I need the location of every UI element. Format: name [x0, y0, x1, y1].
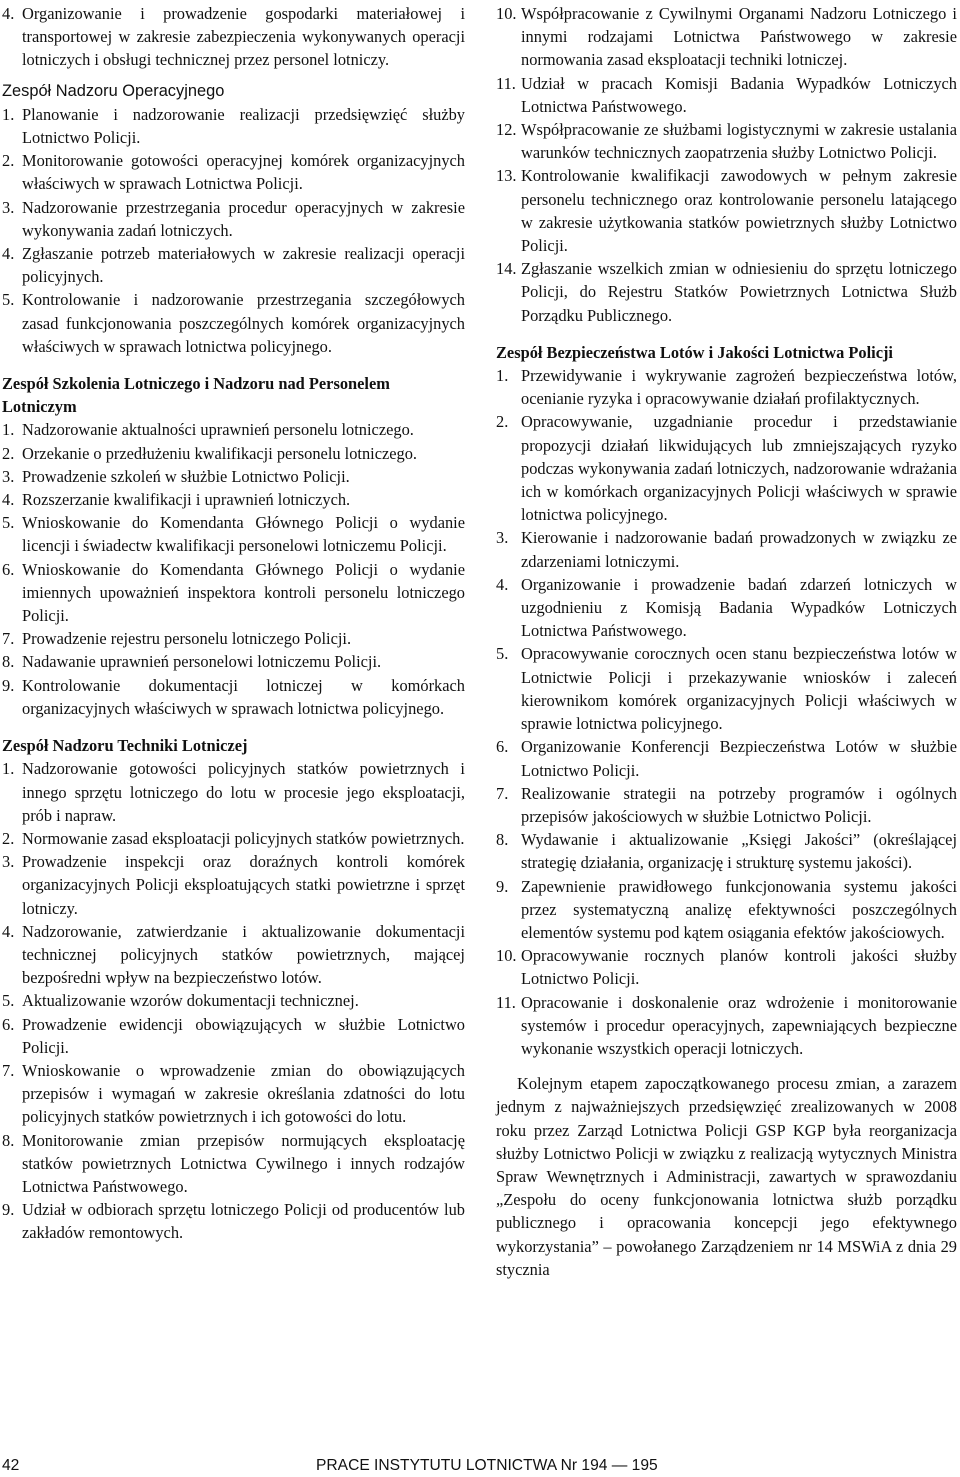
item-number: 14. — [496, 259, 517, 279]
item-number: 2. — [496, 412, 509, 432]
list-item — [2, 2, 465, 72]
item-text: Monitorowanie gotowości operacyjnej komórek organizacyjnych właściwych w sprawach Lotnictwa Policji. — [22, 151, 465, 194]
section-heading-safety: Zespół Bezpieczeństwa Lotów i Jakości Lotnictwa Policji — [496, 342, 893, 362]
item-number: 3. — [2, 852, 15, 872]
list-item — [2, 418, 465, 441]
section-heading: Zespół Szkolenia Lotniczego i Nadzoru nad Personelem Lotniczym — [2, 374, 390, 417]
list-item — [496, 164, 957, 257]
item-text: Nadzorowanie aktualności uprawnień personelu lotniczego. — [22, 420, 414, 440]
item-text: Realizowanie strategii na potrzeby programów i ogólnych przepisów jakościowych w służbie Lotnictwo Policji. — [521, 783, 957, 826]
list-item — [496, 573, 957, 643]
item-number: 3. — [2, 197, 15, 217]
item-text: Opracowanie i doskonalenie oraz wdrożenie i monitorowanie systemów i procedur operacyjnych, zapewniających bezpieczne wykonanie wszystkich operacji lotniczych. — [521, 992, 957, 1058]
item-number: 6. — [2, 559, 15, 579]
item-text: Udział w odbiorach sprzętu lotniczego Policji od producentów lub zakładów remontowych. — [22, 1200, 465, 1243]
item-number: 7. — [496, 783, 509, 803]
item-text: Prowadzenie inspekcji oraz doraźnych kontroli komórek organizacyjnych Policji eksploatujących statki powietrzne i sprzęt lotniczy. — [22, 852, 465, 918]
item-text: Orzekanie o przedłużeniu kwalifikacji personelu lotniczego. — [22, 443, 418, 463]
page-number: 42 — [2, 1457, 20, 1474]
left-column — [2, 2, 465, 1245]
item-number: 3. — [2, 466, 15, 486]
item-text: Opracowywanie corocznych ocen stanu bezpieczeństwa lotów w Lotnictwie Policji i przekazywanie wniosków i zaleceń kierownikom komórek organizacyjnych Policji właściwych w sprawie lotnictwa policyjnego. — [521, 644, 957, 734]
list-item — [2, 1059, 465, 1129]
item-number: 9. — [2, 1200, 15, 1220]
list-item — [2, 920, 465, 990]
section-list — [2, 418, 465, 720]
list-item — [2, 850, 465, 920]
item-number: 4. — [496, 574, 509, 594]
item-text: Rozszerzanie kwalifikacji i uprawnień lotniczych. — [22, 490, 351, 510]
item-text: Organizowanie i prowadzenie gospodarki materiałowej i transportowej w zakresie zabezpieczenia wykonywanych operacji lotniczych i obsługi technicznej przez personel lotniczy. — [22, 4, 465, 70]
item-number: 4. — [2, 4, 15, 23]
list-item — [2, 103, 465, 149]
list-item — [2, 196, 465, 242]
left-sections — [2, 80, 465, 1245]
closing-paragraph: Kolejnym etapem zapoczątkowanego procesu zmian, a zarazem jednym z najważniejszych przedsięwzięć zrealizowanych w 2008 roku przez Zarząd Lotnictwa Policji GSP KGP była reorganizacja służby Lotnictwo Policji w związku z realizacją wytycznych Ministra Spraw Wewnętrznych i Administracji, zawartych w sprawozdaniu „Zespołu do oceny funkcjonowania lotnictwa służb porządku publicznego i opracowania koncepcji jego efektywnego wykorzystania” – powołanego Zarządzeniem nr 14 MSWiA z dnia 29 stycznia — [496, 1074, 957, 1279]
item-text: Udział w pracach Komisji Badania Wypadków Lotniczych Lotnictwa Państwowego. — [521, 73, 957, 116]
item-text: Wnioskowanie o wprowadzenie zmian do obowiązujących przepisów i wymagań w zakresie określania zdatności do lotu policyjnych statków powietrznych i ich gotowości do lotu. — [22, 1060, 465, 1127]
right-opening-list — [496, 2, 957, 327]
item-text: Opracowywanie rocznych planów kontroli jakości służby Lotnictwo Policji. — [521, 946, 957, 989]
item-number: 8. — [2, 652, 15, 672]
right-column — [496, 2, 957, 1281]
item-text: Wnioskowanie do Komendanta Głównego Policji o wydanie imiennych upoważnień inspektora kontroli personelu lotniczego Policji. — [22, 559, 465, 626]
item-text: Aktualizowanie wzorów dokumentacji technicznej. — [22, 991, 359, 1011]
list-item — [2, 650, 465, 673]
item-text: Nadzorowanie, zatwierdzanie i aktualizowanie dokumentacji technicznej policyjnych statków powietrznych, mającej bezpośredni wpływ na bezpieczeństwo lotów. — [22, 921, 465, 988]
list-item — [496, 642, 957, 735]
item-number: 12. — [496, 120, 517, 140]
list-item — [496, 875, 957, 945]
item-text: Kontrolowanie i nadzorowanie przestrzegania szczegółowych zasad funkcjonowania poszczególnych komórek organizacyjnych właściwych w sprawach lotnictwa policyjnego. — [22, 290, 465, 356]
item-number: 9. — [2, 675, 15, 695]
list-item — [496, 2, 957, 72]
item-number: 1. — [2, 759, 15, 779]
list-item — [2, 989, 465, 1012]
item-number: 1. — [496, 366, 509, 386]
list-item — [2, 288, 465, 358]
item-number: 5. — [2, 290, 15, 310]
item-text: Prowadzenie rejestru personelu lotniczego Policji. — [22, 629, 352, 649]
item-number: 10. — [496, 946, 517, 966]
item-number: 3. — [496, 528, 509, 548]
item-number: 8. — [496, 830, 509, 850]
item-text: Zgłaszanie wszelkich zmian w odniesieniu do sprzętu lotniczego Policji, do Rejestru Statków Powietrznych Lotnictwa Służb Porządku Publicznego. — [521, 259, 957, 325]
list-item — [2, 558, 465, 628]
item-number: 7. — [2, 1060, 15, 1080]
section-heading: Zespół Nadzoru Techniki Lotniczej — [2, 736, 248, 756]
item-text: Organizowanie i prowadzenie badań zdarzeń lotniczych w uzgodnieniu z Komisją Badania Wypadków Lotniczych Lotnictwa Państwowego. — [521, 574, 957, 641]
item-number: 6. — [2, 1014, 15, 1034]
list-item — [496, 782, 957, 828]
item-text: Współpracowanie ze służbami logistycznymi w zakresie ustalania warunków technicznych zaopatrzenia służby Lotnictwo Policji. — [521, 120, 957, 163]
list-item — [2, 1129, 465, 1199]
item-number: 9. — [496, 876, 509, 896]
list-item — [2, 674, 465, 720]
list-item — [496, 944, 957, 990]
item-text: Kierowanie i nadzorowanie badań prowadzonych w związku ze zdarzeniami lotniczymi. — [521, 528, 957, 571]
section-list — [2, 103, 465, 358]
list-item — [2, 511, 465, 557]
item-text: Nadawanie uprawnień personelowi lotniczemu Policji. — [22, 652, 382, 672]
item-number: 7. — [2, 629, 15, 649]
item-number: 5. — [496, 644, 509, 664]
list-item — [2, 488, 465, 511]
item-text: Prowadzenie szkoleń w służbie Lotnictwo Policji. — [22, 466, 350, 486]
item-number: 8. — [2, 1130, 15, 1150]
list-item — [496, 364, 957, 410]
list-item — [496, 72, 957, 118]
list-item — [2, 1198, 465, 1244]
item-text: Nadzorowanie gotowości policyjnych statków powietrznych i innego sprzętu lotniczego do lotu w procesie jego eksploatacji, prób i napraw. — [22, 759, 465, 825]
item-text: Wnioskowanie do Komendanta Głównego Policji o wydanie licencji i świadectw kwalifikacji personelowi lotniczemu Policji. — [22, 513, 465, 556]
section-list — [2, 757, 465, 1244]
list-item — [2, 1013, 465, 1059]
item-number: 4. — [2, 921, 15, 941]
item-text: Wydawanie i aktualizowanie „Księgi Jakości” (określającej strategię działania, organizację i strukturę systemu jakości). — [521, 830, 957, 873]
list-item — [496, 828, 957, 874]
item-text: Opracowywanie, uzgadnianie procedur i przedstawianie propozycji działań likwidujących lub zmniejszających ryzyko podczas wykonywania zadań lotniczych, nadzorowanie wdrażania ich w komórkach organizacyjnych Policji właściwych w sprawie lotnictwa policyjnego. — [521, 412, 957, 525]
item-number: 11. — [496, 992, 516, 1012]
list-item — [2, 442, 465, 465]
list-item — [2, 465, 465, 488]
item-number: 10. — [496, 4, 517, 23]
list-item — [496, 735, 957, 781]
item-number: 4. — [2, 244, 15, 264]
item-text: Organizowanie Konferencji Bezpieczeństwa Lotów w służbie Lotnictwo Policji. — [521, 737, 957, 780]
item-text: Nadzorowanie przestrzegania procedur operacyjnych w zakresie wykonywania zadań lotniczych. — [22, 197, 465, 240]
item-text: Współpracowanie z Cywilnymi Organami Nadzoru Lotniczego i innymi rodzajami Lotnictwa Państwowego w zakresie normowania zasad eksploatacji techniki lotniczej. — [521, 4, 957, 70]
item-number: 1. — [2, 104, 15, 124]
item-number: 2. — [2, 151, 15, 171]
item-text: Kontrolowanie dokumentacji lotniczej w komórkach organizacyjnych właściwych w sprawach lotnictwa policyjnego. — [22, 675, 465, 718]
item-text: Kontrolowanie kwalifikacji zawodowych w pełnym zakresie personelu technicznego oraz kontrolowanie personelu latającego w zakresie użytkowania statków powietrznych służby Lotnictwo Policji. — [521, 166, 957, 256]
item-text: Monitorowanie zmian przepisów normujących eksploatację statków powietrznych Lotnictwa Cywilnego i innych rodzajów Lotnictwa Państwowego. — [22, 1130, 465, 1196]
item-number: 2. — [2, 828, 15, 848]
list-item — [496, 118, 957, 164]
list-item — [496, 410, 957, 526]
item-text: Zgłaszanie potrzeb materiałowych w zakresie realizacji operacji policyjnych. — [22, 244, 465, 287]
item-text: Normowanie zasad eksploatacji policyjnych statków powietrznych. — [22, 828, 465, 848]
item-number: 13. — [496, 166, 517, 186]
list-item — [2, 242, 465, 288]
list-item — [2, 627, 465, 650]
item-text: Zapewnienie prawidłowego funkcjonowania systemu jakości przez systematyczną analizę efektywności poszczególnych elementów systemu pod kątem osiągania efektów jakościowych. — [521, 876, 957, 942]
item-text: Prowadzenie ewidencji obowiązujących w służbie Lotnictwo Policji. — [22, 1014, 465, 1057]
item-number: 5. — [2, 513, 15, 533]
list-item — [2, 827, 465, 850]
safety-section-list — [496, 364, 957, 1060]
item-number: 5. — [2, 991, 15, 1011]
list-item — [496, 991, 957, 1061]
item-number: 11. — [496, 73, 516, 93]
item-number: 2. — [2, 443, 15, 463]
journal-title: PRACE INSTYTUTU LOTNICTWA Nr 194 — 195 — [316, 1457, 658, 1474]
list-item — [2, 149, 465, 195]
list-item — [2, 757, 465, 827]
left-opening-list — [2, 2, 465, 72]
item-number: 4. — [2, 490, 15, 510]
item-text: Przewidywanie i wykrywanie zagrożeń bezpieczeństwa lotów, ocenianie ryzyka i opracowywanie działań profilaktycznych. — [521, 366, 957, 409]
list-item — [496, 257, 957, 327]
section-heading: Zespół Nadzoru Operacyjnego — [2, 81, 225, 100]
item-number: 6. — [496, 737, 509, 757]
list-item — [496, 526, 957, 572]
item-text: Planowanie i nadzorowanie realizacji przedsięwzięć służby Lotnictwo Policji. — [22, 104, 465, 148]
item-number: 1. — [2, 420, 15, 440]
